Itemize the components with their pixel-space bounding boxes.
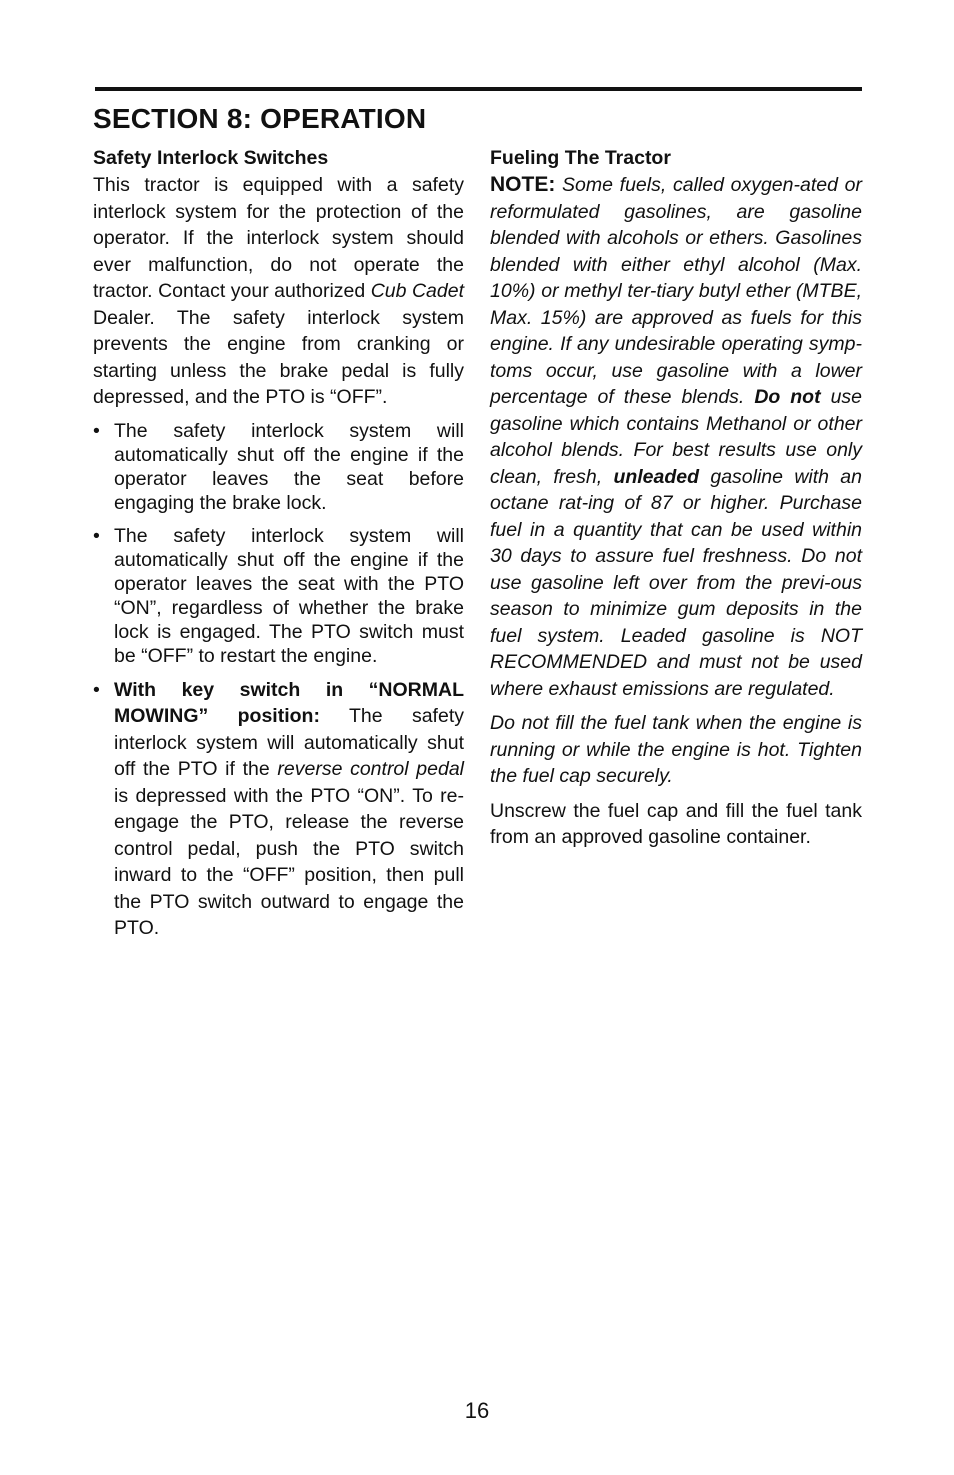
safety-interlock-intro: This tractor is equipped with a safety interlock system for the protection of the operator. If the interlock system should ever malfunction, do not operate the tractor. Contact your authorized Cub Cadet Dealer. The safety interlock system prevents the engine from cranking or starting unless the brake pedal is fully depressed, and the PTO is “OFF”. [93,174,464,408]
safety-interlock-heading: Safety Interlock Switches [93,147,329,169]
left-column [93,145,464,942]
right-column [490,145,862,851]
list-item: • With key switch in “NORMAL MOWING” position: The safety interlock system will automatically shut off the PTO if the reverse control pedal is depressed with the PTO “ON”. To re-engage the PTO, release the reverse control pedal, push the PTO switch inward to the “OFF” position, then pull the PTO switch outward to engage the PTO. [93,677,464,942]
list-item: • The safety interlock system will automatically shut off the engine if the operator leaves the seat before engaging the brake lock. [93,419,464,515]
section-title: SECTION 8: OPERATION [93,103,427,134]
fuel-note: NOTE: Some fuels, called oxygen-ated or reformulated gasolines, are gasoline blended with alcohols or ethers. Gasolines blended with either ethyl alcohol (Max. 10%) or methyl ter-tiary butyl ether (MTBE, Max. 15%) are approved as fuels for this engine. If any undesirable operating symp-toms occur, use gasoline with a lower percentage of these blends. Do not use gasoline which contains Methanol or other alcohol blends. For best results use only clean, fresh, unleaded gasoline with an octane rat-ing of 87 or higher. Purchase fuel in a quantity that can be used within 30 days to assure fuel freshness. Do not use gasoline left over from the previ-ous season to minimize gum deposits in the fuel system. Leaded gasoline is NOT RECOMMENDED and must not be used where exhaust emissions are regulated. [490,173,863,700]
fuel-caution: Do not fill the fuel tank when the engine is running or while the engine is hot. Tighten the fuel cap securely. [490,712,862,787]
interlock-bullet-list [93,419,464,942]
page-number: 16 [464,1398,490,1423]
fuel-instruction: Unscrew the fuel cap and fill the fuel tank from an approved gasoline container. [490,799,862,848]
header-rule [95,87,862,91]
list-item: • The safety interlock system will automatically shut off the engine if the operator leaves the seat with the PTO “ON”, regardless of whether the brake lock is engaged. The PTO switch must be “OFF” to restart the engine. [93,524,464,668]
fueling-heading: Fueling The Tractor [490,147,671,169]
note-label: NOTE: [490,173,556,196]
brand-name: Cub Cadet [370,280,464,302]
